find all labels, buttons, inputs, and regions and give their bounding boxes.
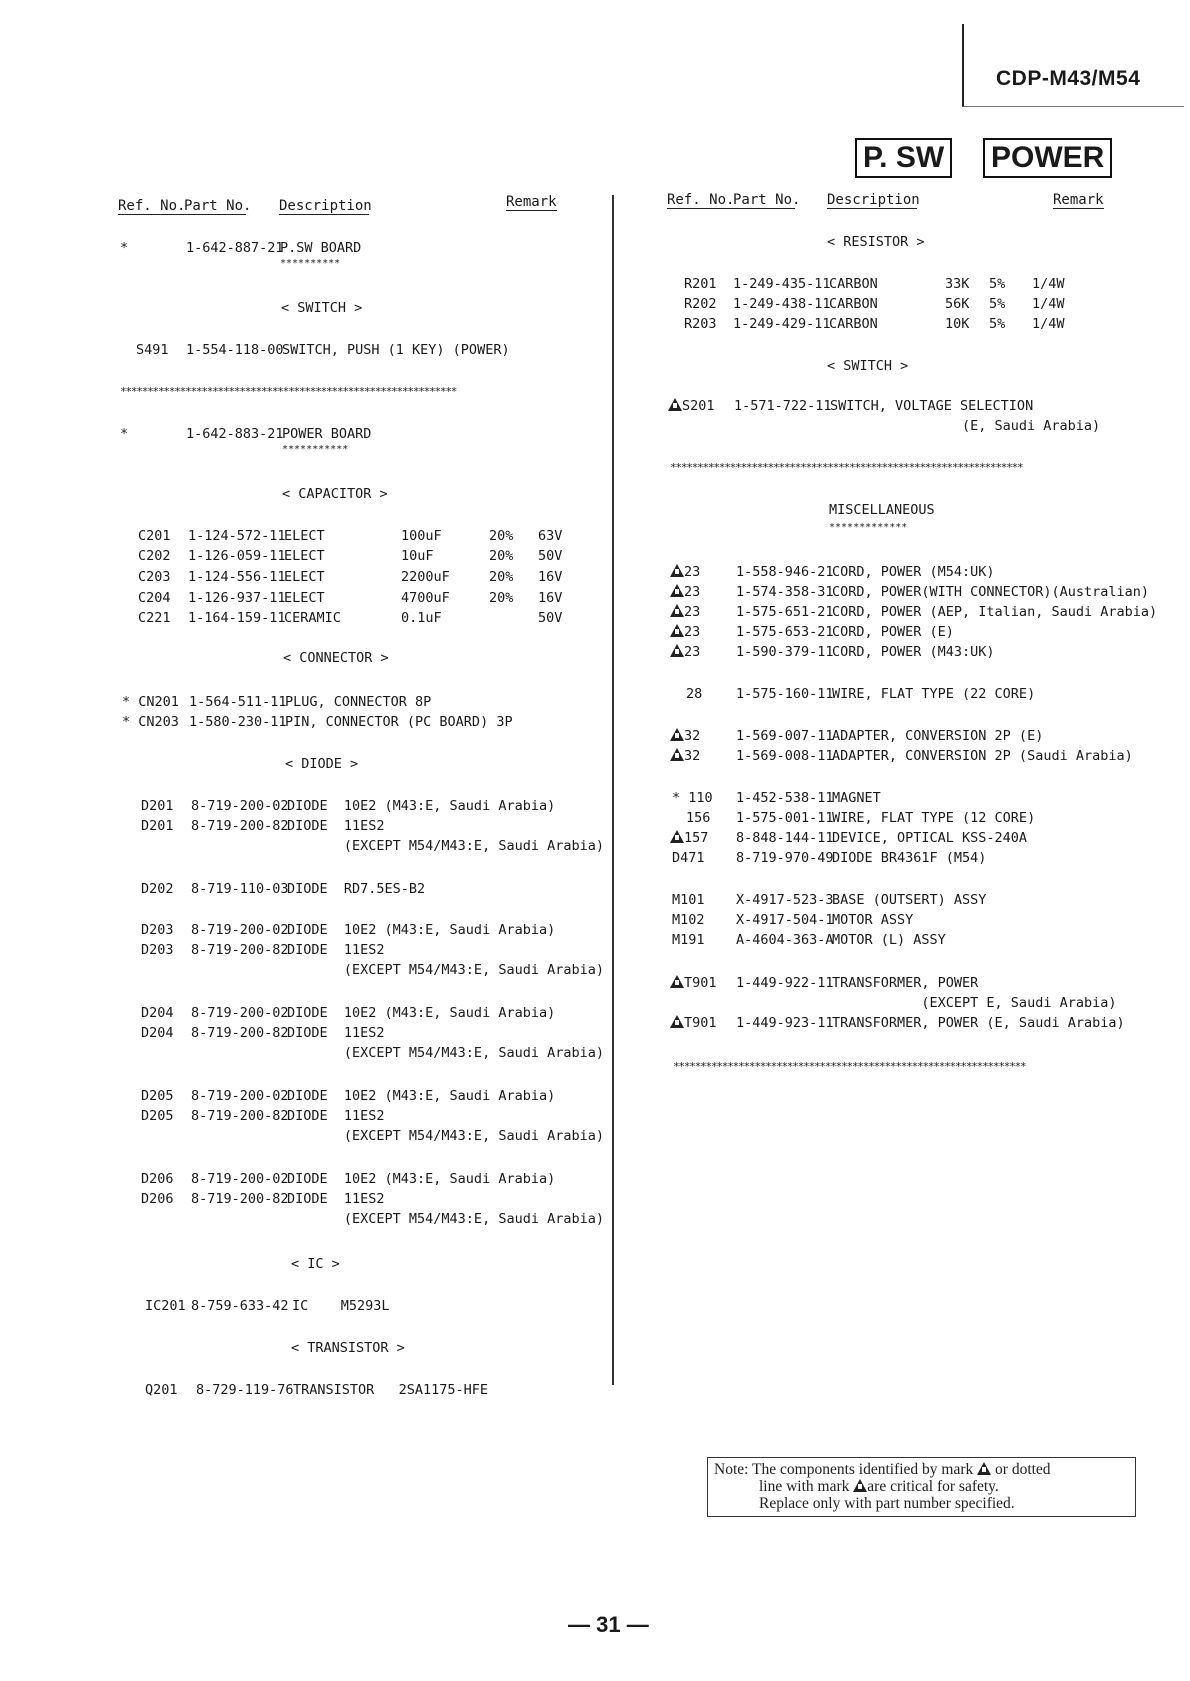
- misc-desc: CORD, POWER (E): [832, 624, 954, 640]
- diode-part: 8-719-200-82: [191, 1108, 289, 1124]
- misc-ref-cell: [672, 850, 705, 866]
- capacitor-heading: < CAPACITOR >: [282, 486, 388, 502]
- q201-part: 8-729-119-76: [196, 1382, 294, 1398]
- misc-ref-cell: [672, 912, 705, 928]
- powerboard-desc: POWER BOARD: [282, 426, 372, 442]
- misc-desc: ADAPTER, CONVERSION 2P (E): [832, 728, 1044, 744]
- pswboard-desc: P.SW BOARD: [280, 240, 362, 256]
- misc-desc: DIODE BR4361F (M54): [832, 850, 987, 866]
- res-part: 1-249-429-11: [733, 316, 831, 332]
- diode-part: 8-719-200-82: [191, 818, 289, 834]
- diode-desc: DIODE 11ES2: [287, 942, 385, 958]
- ic201-part: 8-759-633-42: [191, 1298, 289, 1314]
- diode-ref: D205: [141, 1108, 174, 1124]
- diode-heading: < DIODE >: [285, 756, 359, 772]
- cap-value: 0.1uF: [401, 610, 442, 626]
- cap-ref: C202: [138, 548, 171, 564]
- cap-tol: 20%: [489, 548, 514, 564]
- cap-volt: 16V: [538, 590, 563, 606]
- diode-desc: DIODE 11ES2: [287, 1108, 385, 1124]
- cn203-ref: * CN203: [122, 714, 179, 730]
- misc-desc: TRANSFORMER, POWER (E, Saudi Arabia): [832, 1015, 1125, 1031]
- misc-ref-cell: [672, 790, 713, 806]
- res-watt: 1/4W: [1032, 276, 1065, 292]
- misc-ref: M191: [672, 932, 705, 948]
- section-box-power: POWER: [983, 138, 1112, 178]
- misc-stars: *************: [829, 522, 908, 533]
- transistor-heading: < TRANSISTOR >: [291, 1340, 405, 1356]
- misc-ref: 32: [684, 728, 701, 744]
- safety-mark-icon: [670, 748, 684, 761]
- cn203-desc: PIN, CONNECTOR (PC BOARD) 3P: [285, 714, 513, 730]
- safety-mark-icon: [670, 728, 684, 741]
- misc-desc: ADAPTER, CONVERSION 2P (Saudi Arabia): [832, 748, 1133, 764]
- misc-ref: M101: [672, 892, 705, 908]
- res-part: 1-249-438-11: [733, 296, 831, 312]
- misc-desc: DEVICE, OPTICAL KSS-240A: [832, 830, 1028, 846]
- misc-part: 1-449-923-11: [736, 1015, 834, 1031]
- safety-mark-icon: [977, 1462, 991, 1475]
- misc-ref: 23: [684, 604, 701, 620]
- res-tol: 5%: [989, 296, 1006, 312]
- safety-note: [707, 1457, 1136, 1517]
- model-header: [962, 24, 1184, 107]
- misc-ref: 23: [684, 624, 701, 640]
- misc-ref: 23: [684, 644, 701, 660]
- cap-part: 1-124-556-11: [188, 569, 286, 585]
- left-switch-heading: < SWITCH >: [281, 300, 363, 316]
- left-header-ref: Ref. No.: [118, 198, 186, 214]
- diode-desc: (EXCEPT M54/M43:E, Saudi Arabia): [287, 1211, 604, 1227]
- misc-ref-cell: [670, 604, 700, 620]
- diode-ref: D203: [141, 922, 174, 938]
- diode-part: 8-719-200-02: [191, 1088, 289, 1104]
- misc-ref-cell: [670, 564, 700, 580]
- note-line2b: are critical for safety.: [867, 1478, 999, 1495]
- ic201-ref: IC201: [145, 1298, 186, 1314]
- safety-mark-icon: [670, 564, 684, 577]
- res-tol: 5%: [989, 316, 1006, 332]
- res-watt: 1/4W: [1032, 296, 1065, 312]
- diode-desc: DIODE 10E2 (M43:E, Saudi Arabia): [287, 1171, 556, 1187]
- cap-type: CERAMIC: [284, 610, 341, 626]
- safety-mark-icon: [670, 644, 684, 657]
- cn201-ref: * CN201: [122, 694, 179, 710]
- powerboard-mark: *: [120, 426, 129, 442]
- res-part: 1-249-435-11: [733, 276, 831, 292]
- misc-desc: MOTOR ASSY: [832, 912, 914, 928]
- res-ref: R201: [684, 276, 717, 292]
- res-type: CARBON: [829, 276, 878, 292]
- cap-ref: C201: [138, 528, 171, 544]
- cn201-part: 1-564-511-11: [189, 694, 287, 710]
- cap-value: 10uF: [401, 548, 434, 564]
- cap-ref: C221: [138, 610, 171, 626]
- misc-desc: TRANSFORMER, POWER: [832, 975, 979, 991]
- left-header-part: Part No.: [184, 198, 252, 214]
- cap-value: 2200uF: [401, 569, 450, 585]
- right-switch-heading: < SWITCH >: [827, 358, 909, 374]
- cap-tol: 20%: [489, 590, 514, 606]
- diode-desc: DIODE RD7.5ES-B2: [287, 881, 426, 897]
- connector-heading: < CONNECTOR >: [283, 650, 389, 666]
- diode-ref: D204: [141, 1025, 174, 1041]
- cap-part: 1-164-159-11: [188, 610, 286, 626]
- misc-part: 1-449-922-11: [736, 975, 834, 991]
- misc-ref: D471: [672, 850, 705, 866]
- note-line1b: or dotted: [995, 1461, 1051, 1478]
- cap-volt: 63V: [538, 528, 563, 544]
- safety-mark-icon: [670, 624, 684, 637]
- cn201-desc: PLUG, CONNECTOR 8P: [285, 694, 432, 710]
- pswboard-part: 1-642-887-21: [186, 240, 284, 256]
- diode-ref: D203: [141, 942, 174, 958]
- right-header-remark: Remark: [1053, 192, 1104, 208]
- misc-part: 1-575-653-21: [736, 624, 834, 640]
- diode-ref: D205: [141, 1088, 174, 1104]
- cn203-part: 1-580-230-11: [189, 714, 287, 730]
- s201-part: 1-571-722-11: [734, 398, 832, 414]
- powerboard-stars: ***********: [282, 444, 349, 455]
- res-value: 10K: [945, 316, 970, 332]
- misc-desc: CORD, POWER (M54:UK): [832, 564, 995, 580]
- s201-ref-row: [668, 398, 715, 414]
- cap-ref: C204: [138, 590, 171, 606]
- misc-part: 1-575-160-11: [736, 686, 834, 702]
- misc-part: 1-569-008-11: [736, 748, 834, 764]
- diode-part: 8-719-200-02: [191, 798, 289, 814]
- pswboard-stars: **********: [280, 258, 341, 269]
- cap-part: 1-124-572-11: [188, 528, 286, 544]
- misc-part: 1-558-946-21: [736, 564, 834, 580]
- cap-tol: 20%: [489, 528, 514, 544]
- q201-ref: Q201: [145, 1382, 178, 1398]
- diode-ref: D204: [141, 1005, 174, 1021]
- res-tol: 5%: [989, 276, 1006, 292]
- res-type: CARBON: [829, 316, 878, 332]
- note-line3: Replace only with part number specified.: [759, 1495, 1015, 1512]
- diode-part: 8-719-110-03: [191, 881, 289, 897]
- misc-part: 1-575-651-21: [736, 604, 834, 620]
- ic-heading: < IC >: [291, 1256, 340, 1272]
- diode-desc: DIODE 10E2 (M43:E, Saudi Arabia): [287, 1088, 556, 1104]
- q201-desc: TRANSISTOR 2SA1175-HFE: [293, 1382, 489, 1398]
- diode-ref: D201: [141, 798, 174, 814]
- cap-volt: 50V: [538, 548, 563, 564]
- misc-ref-cell: [670, 830, 708, 846]
- misc-ref: 157: [684, 830, 709, 846]
- diode-desc: (EXCEPT M54/M43:E, Saudi Arabia): [287, 1128, 604, 1144]
- misc-ref-cell: [670, 728, 700, 744]
- res-ref: R202: [684, 296, 717, 312]
- misc-ref-cell: [670, 975, 717, 991]
- misc-desc: MAGNET: [832, 790, 881, 806]
- diode-part: 8-719-200-82: [191, 1025, 289, 1041]
- safety-mark-icon: [670, 830, 684, 843]
- s201-ref: S201: [682, 398, 715, 414]
- right-header-desc: Description: [827, 192, 920, 208]
- note-line1a: Note: The components identified by mark: [714, 1461, 974, 1478]
- misc-ref-cell: [672, 932, 705, 948]
- misc-part: A-4604-363-A: [736, 932, 834, 948]
- res-type: CARBON: [829, 296, 878, 312]
- misc-ref: 23: [684, 564, 701, 580]
- diode-part: 8-719-200-82: [191, 1191, 289, 1207]
- s201-desc: SWITCH, VOLTAGE SELECTION: [830, 398, 1034, 414]
- cap-type: ELECT: [284, 548, 325, 564]
- diode-desc: (EXCEPT M54/M43:E, Saudi Arabia): [287, 838, 604, 854]
- misc-desc: CORD, POWER (M43:UK): [832, 644, 995, 660]
- safety-mark-icon: [670, 975, 684, 988]
- section-box-psw: P. SW: [855, 138, 952, 178]
- powerboard-part: 1-642-883-21: [186, 426, 284, 442]
- cap-ref: C203: [138, 569, 171, 585]
- ic201-desc: IC M5293L: [292, 1298, 390, 1314]
- right-header-part: Part No.: [733, 192, 801, 208]
- misc-ref-cell: [670, 644, 700, 660]
- diode-part: 8-719-200-82: [191, 942, 289, 958]
- diode-ref: D206: [141, 1191, 174, 1207]
- diode-desc: DIODE 11ES2: [287, 818, 385, 834]
- misc-part: 1-575-001-11: [736, 810, 834, 826]
- misc-ref-cell: [670, 748, 700, 764]
- diode-desc: DIODE 10E2 (M43:E, Saudi Arabia): [287, 1005, 556, 1021]
- cap-type: ELECT: [284, 569, 325, 585]
- safety-mark-icon: [670, 584, 684, 597]
- pswboard-mark: *: [120, 240, 129, 256]
- s201-remark: (E, Saudi Arabia): [962, 418, 1101, 434]
- misc-desc: MOTOR (L) ASSY: [832, 932, 946, 948]
- left-header-remark: Remark: [506, 194, 557, 210]
- left-separator: **************************************************************: [120, 385, 457, 398]
- misc-ref: 23: [684, 584, 701, 600]
- misc-desc: WIRE, FLAT TYPE (22 CORE): [832, 686, 1036, 702]
- misc-part: 1-574-358-31: [736, 584, 834, 600]
- safety-mark-icon: [670, 604, 684, 617]
- misc-ref-cell: [670, 584, 700, 600]
- column-divider: [612, 195, 614, 1385]
- misc-heading: MISCELLANEOUS: [829, 502, 935, 518]
- safety-mark-icon: [668, 398, 682, 411]
- diode-desc: (EXCEPT M54/M43:E, Saudi Arabia): [287, 962, 604, 978]
- misc-part: 8-848-144-11: [736, 830, 834, 846]
- res-value: 33K: [945, 276, 970, 292]
- diode-ref: D202: [141, 881, 174, 897]
- note-line2a: line with mark: [759, 1478, 850, 1495]
- diode-part: 8-719-200-02: [191, 922, 289, 938]
- misc-desc: (EXCEPT E, Saudi Arabia): [832, 995, 1117, 1011]
- misc-desc: WIRE, FLAT TYPE (12 CORE): [832, 810, 1036, 826]
- right-separator-1: *****************************************************************: [670, 461, 1023, 474]
- diode-part: 8-719-200-02: [191, 1171, 289, 1187]
- model-name: CDP-M43/M54: [996, 67, 1141, 90]
- diode-ref: D201: [141, 818, 174, 834]
- diode-desc: DIODE 11ES2: [287, 1191, 385, 1207]
- cap-part: 1-126-059-11: [188, 548, 286, 564]
- diode-ref: D206: [141, 1171, 174, 1187]
- misc-ref-cell: [686, 686, 702, 702]
- s491-ref: S491: [136, 342, 169, 358]
- diode-desc: DIODE 10E2 (M43:E, Saudi Arabia): [287, 798, 556, 814]
- misc-desc: CORD, POWER(WITH CONNECTOR)(Australian): [832, 584, 1149, 600]
- misc-ref-cell: [670, 624, 700, 640]
- misc-desc: BASE (OUTSERT) ASSY: [832, 892, 987, 908]
- misc-ref: 156: [686, 810, 711, 826]
- cap-type: ELECT: [284, 528, 325, 544]
- misc-ref: 28: [686, 686, 703, 702]
- misc-ref: M102: [672, 912, 705, 928]
- misc-ref: 32: [684, 748, 701, 764]
- misc-ref: * 110: [672, 790, 713, 806]
- right-separator-2: *****************************************************************: [673, 1060, 1026, 1073]
- misc-part: 1-590-379-11: [736, 644, 834, 660]
- cap-volt: 16V: [538, 569, 563, 585]
- misc-part: 1-452-538-11: [736, 790, 834, 806]
- right-header-ref: Ref. No.: [667, 192, 735, 208]
- cap-value: 100uF: [401, 528, 442, 544]
- misc-part: X-4917-523-3: [736, 892, 834, 908]
- cap-volt: 50V: [538, 610, 563, 626]
- page-number: — 31 —: [568, 1612, 649, 1637]
- s491-part: 1-554-118-00: [186, 342, 284, 358]
- misc-ref-cell: [686, 810, 710, 826]
- res-ref: R203: [684, 316, 717, 332]
- diode-part: 8-719-200-02: [191, 1005, 289, 1021]
- s491-desc: SWITCH, PUSH (1 KEY) (POWER): [282, 342, 510, 358]
- misc-part: X-4917-504-1: [736, 912, 834, 928]
- resistor-heading: < RESISTOR >: [827, 234, 925, 250]
- misc-ref-cell: [670, 1015, 717, 1031]
- misc-ref: T901: [684, 975, 717, 991]
- diode-desc: DIODE 11ES2: [287, 1025, 385, 1041]
- cap-type: ELECT: [284, 590, 325, 606]
- left-header-desc: Description: [279, 198, 372, 214]
- cap-part: 1-126-937-11: [188, 590, 286, 606]
- res-value: 56K: [945, 296, 970, 312]
- diode-desc: DIODE 10E2 (M43:E, Saudi Arabia): [287, 922, 556, 938]
- misc-part: 8-719-970-49: [736, 850, 834, 866]
- misc-part: 1-569-007-11: [736, 728, 834, 744]
- misc-desc: CORD, POWER (AEP, Italian, Saudi Arabia): [832, 604, 1158, 620]
- cap-tol: 20%: [489, 569, 514, 585]
- misc-ref-cell: [672, 892, 705, 908]
- misc-ref: T901: [684, 1015, 717, 1031]
- diode-desc: (EXCEPT M54/M43:E, Saudi Arabia): [287, 1045, 604, 1061]
- safety-mark-icon: [670, 1015, 684, 1028]
- safety-mark-icon: [853, 1479, 867, 1492]
- res-watt: 1/4W: [1032, 316, 1065, 332]
- cap-value: 4700uF: [401, 590, 450, 606]
